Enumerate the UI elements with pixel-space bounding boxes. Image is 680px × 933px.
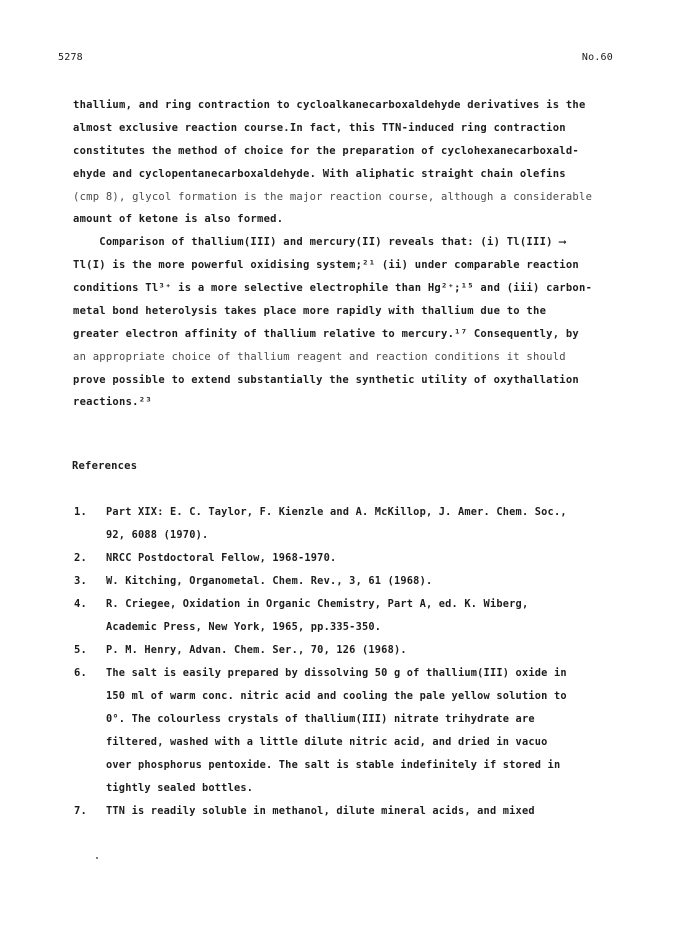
reference-number: 5.: [74, 644, 88, 656]
reference-line: W. Kitching, Organometal. Chem. Rev., 3, 61 (1968).: [106, 575, 433, 587]
reference-line: NRCC Postdoctoral Fellow, 1968-1970.: [106, 552, 337, 564]
issue-number: No.60: [581, 52, 613, 63]
reference-line: 92, 6088 (1970).: [106, 529, 209, 541]
body-line: Comparison of thallium(III) and mercury(II) reveals that: (i) Tl(III) ⟶: [73, 236, 566, 248]
reference-number: 7.: [74, 805, 88, 817]
reference-number: 6.: [74, 667, 88, 679]
body-line: metal bond heterolysis takes place more rapidly with thallium due to the: [73, 305, 547, 317]
reference-line: tightly sealed bottles.: [106, 782, 254, 794]
reference-number: 1.: [74, 506, 88, 518]
reference-line: Part XIX: E. C. Taylor, F. Kienzle and A. McKillop, J. Amer. Chem. Soc.,: [106, 506, 567, 518]
reference-line: 0°. The colourless crystals of thallium(III) nitrate trihydrate are: [106, 713, 535, 725]
body-line: greater electron affinity of thallium relative to mercury.¹⁷ Consequently, by: [73, 328, 580, 340]
reference-line: The salt is easily prepared by dissolving 50 g of thallium(III) oxide in: [106, 667, 567, 679]
body-line: Tl(I) is the more powerful oxidising system;²¹ (ii) under comparable reaction: [73, 259, 580, 271]
body-line: ehyde and cyclopentanecarboxaldehyde. With aliphatic straight chain olefins: [73, 168, 566, 180]
body-line: an appropriate choice of thallium reagent and reaction conditions it should: [73, 351, 566, 363]
reference-line: TTN is readily soluble in methanol, dilute mineral acids, and mixed: [106, 805, 535, 817]
reference-line: Academic Press, New York, 1965, pp.335-350.: [106, 621, 382, 633]
reference-line: over phosphorus pentoxide. The salt is stable indefinitely if stored in: [106, 759, 561, 771]
reference-number: 4.: [74, 598, 88, 610]
body-line: prove possible to extend substantially the synthetic utility of oxythallation: [73, 374, 580, 386]
body-line: almost exclusive reaction course.In fact, this TTN-induced ring contraction: [73, 122, 566, 134]
reference-number: 3.: [74, 575, 88, 587]
references-heading: References: [72, 460, 138, 472]
reference-number: 2.: [74, 552, 88, 564]
reference-line: R. Criegee, Oxidation in Organic Chemistry, Part A, ed. K. Wiberg,: [106, 598, 529, 610]
reference-line: P. M. Henry, Advan. Chem. Ser., 70, 126 (1968).: [106, 644, 407, 656]
reference-line: 150 ml of warm conc. nitric acid and cooling the pale yellow solution to: [106, 690, 567, 702]
body-line: reactions.²³: [73, 396, 152, 408]
page-number: 5278: [58, 52, 83, 63]
body-line: constitutes the method of choice for the preparation of cyclohexanecarboxald-: [73, 145, 580, 157]
body-line: (cmp 8), glycol formation is the major reaction course, although a considerable: [73, 191, 593, 203]
scan-speck: [96, 857, 98, 859]
body-line: amount of ketone is also formed.: [73, 213, 284, 225]
body-line: thallium, and ring contraction to cycloalkanecarboxaldehyde derivatives is the: [73, 99, 586, 111]
body-line: conditions Tl³⁺ is a more selective electrophile than Hg²⁺;¹⁵ and (iii) carbon-: [73, 282, 593, 294]
reference-line: filtered, washed with a little dilute nitric acid, and dried in vacuo: [106, 736, 548, 748]
